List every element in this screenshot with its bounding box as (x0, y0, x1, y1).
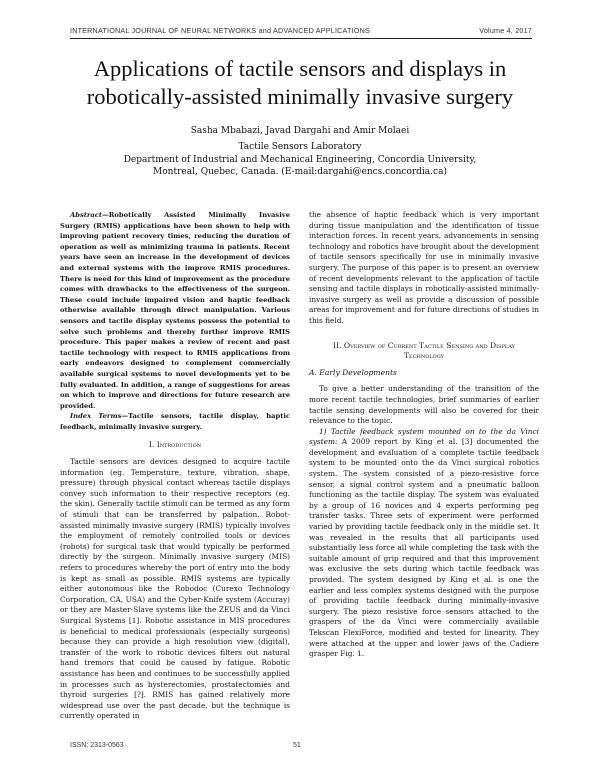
address-email: Montreal, Quebec, Canada. (E-mail:dargahi@encs.concordia.ca) (153, 167, 447, 177)
page-number: 51 (293, 742, 301, 749)
introduction-paragraph: Tactile sensors are devices designed to acquire tactile information (eg. Temperature, texture, vibration, shape, pressure) through physical contact whereas tactile displays convey such information to their respective receptors (eg. the skin). Generally tactile stimuli can be termed as any form of stimuli that can be transferred by palpation. Robot-assisted minimally invasive surgery (RMIS) typically involves the employment of remotely controlled tools or devices (robots) for surgical task that would typically be performed directly by the surgeon. Minimally invasive surgery (MIS) refers to procedures whereby the port of entry into the body is kept as small as possible. RMIS systems are typically either autonomous like the Robodoc (Curexo Technology Corporation, CA, USA) and the Cyber-Knife system (Accuray) or they are Master-Slave systems like the ZEUS and da Vinci Surgical Systems [1]. Robotic assistance in MIS procedures is beneficial to medical professionals (especially surgeons) because they can provide a high resolution view (digital), transfer of the work to robotic devices filters out natural hand tremors that could be caused by fatigue. Robotic assistance has been and continues to be successfully applied in processes such as hysterectomies, prostatectomies and thyroid surgeries [?]. RMIS has gained relatively more widespread use over the past decade, but the technique is currently operated in (60, 457, 290, 721)
department-name: Department of Industrial and Mechanical Engineering, Concordia University, (123, 154, 477, 165)
index-terms-label: Index Terms (70, 412, 122, 421)
abstract (60, 210, 290, 411)
author-list: Sasha Mbabazi, Javad Dargahi and Amir Molaei (190, 126, 410, 136)
introduction-continued-paragraph: the absence of haptic feedback which is very important during tissue manipulation and the identification of tissue interaction forces. In recent years, advancements in sensing technology and robotics have brought about the development of tactile sensors specifically for use in minimally invasive surgery. The purpose of this paper is to present an overview of recent developments relevant to the application of tactile sensing and tactile displays in robotically-assisted minimally-invasive surgery as well as provide a discussion of possible areas for improvement and for future directions of studies in this field. (309, 210, 539, 325)
section-heading-introduction: I. Introduction (148, 440, 202, 450)
paper-title (40, 55, 560, 111)
section-heading-overview (309, 341, 539, 362)
running-header (70, 26, 532, 38)
subsection-heading-early-developments: A. Early Developments (309, 367, 397, 377)
volume-label: Volume 4, 2017 (479, 26, 532, 35)
affiliation (60, 141, 540, 179)
index-terms (60, 411, 290, 432)
early-developments-paragraph: To give a better understanding of the transition of the more recent tactile technologies, brief summaries of earlier tactile sensing developments will also be covered for their relevance to the topic. (309, 384, 539, 426)
title-line-1: Applications of tactile sensors and displays in (93, 56, 507, 81)
abstract-text: —Robotically Assisted Minimally Invasive Surgery (RMIS) applications have been shown to help with improving patient recovery times, reducing the duration of operation as well as minimizing trauma in patients. Recent years have seen an increase in the development of devices and external systems with the improve RMIS procedures. There is need for this kind of improvement as the procedure comes with drawbacks to the effectiveness of the surgeon. These could include impaired vision and haptic feedback otherwise available through direct manipulation. Various sensors and tactile display systems possess the potential to solve such problems and thereby further improve RMIS procedure. This paper makes a review of recent and past tactile technology with respect to RMIS applications from early endeavors designed to complement commercially available surgical systems to novel developments yet to be fully evaluated. In addition, a range of suggestions for areas on which to improve and directions for future research are provided. (60, 211, 290, 410)
overview-heading-line-1: II. Overview of Current Tactile Sensing and Display (333, 340, 515, 350)
abstract-label: Abstract (70, 211, 103, 219)
footer-issn: ISSN: 2313-0563 (70, 742, 124, 749)
lab-name: Tactile Sensors Laboratory (238, 142, 362, 152)
journal-name: INTERNATIONAL JOURNAL OF NEURAL NETWORKS and ADVANCED APPLICATIONS (70, 26, 370, 35)
index-terms-text: —Tactile sensors, tactile display, haptic feedback, minimally invasive surgery. (60, 412, 290, 431)
davinci-paragraph-text: A 2009 report by King et al. [3] documented the development and evaluation of a complete tactile feedback system to be mounted onto the da Vinci surgical robotics system. The system consisted of a piezo-resistive force sensor, a signal control system and a pneumatic balloon functioning as the tactile display. The system was evaluated by a group of 16 novices and 4 experts performing peg transfer tasks. Three sets of experiment were performed varied by providing tactile feedback only in the middle set. It was revealed in the results that all participants used substantially less force all while completing the task with the suitable amount of grip required and that this improvement was exclusive the sets during which tactile feedback was provided. The system designed by King et al. is one the earlier and less complex systems designed with the purpose of providing tactile feedback during minimally-invasive surgery. The piezo resistive force sensors attached to the graspers of the da Vinci were commercially available Tekscan FlexiForce, modified and tested for linearity. They were attached at the upper and lower jaws of the Cadiere grasper Fig. 1. (309, 437, 539, 659)
davinci-paragraph (309, 427, 539, 660)
overview-heading-line-2: Technology (403, 351, 444, 361)
davinci-paragraph-label: 1) Tactile feedback system mounted on to the da Vinci system: (309, 426, 539, 447)
left-column (60, 210, 290, 722)
header-rule (70, 38, 532, 39)
title-line-2: robotically-assisted minimally invasive surgery (86, 84, 514, 109)
right-column (309, 210, 539, 660)
